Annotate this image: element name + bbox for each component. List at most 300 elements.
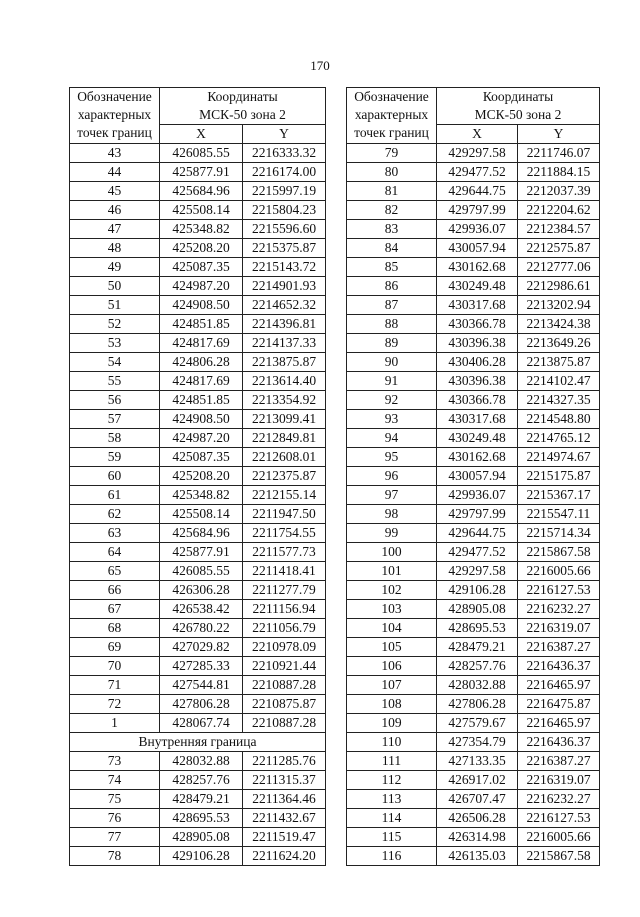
- y-coordinate-cell: 2216005.66: [518, 562, 600, 581]
- table-row: [347, 657, 600, 676]
- x-coordinate-cell: 424806.28: [160, 353, 243, 372]
- point-number-cell: 68: [70, 619, 160, 638]
- point-number-cell: 115: [347, 828, 437, 847]
- point-number-cell: 65: [70, 562, 160, 581]
- point-number-cell: 107: [347, 676, 437, 695]
- y-coordinate-cell: 2216174.00: [243, 163, 326, 182]
- y-coordinate-cell: 2214901.93: [243, 277, 326, 296]
- y-coordinate-cell: 2213875.87: [243, 353, 326, 372]
- x-coordinate-cell: 428905.08: [437, 600, 518, 619]
- table-row: [70, 220, 326, 239]
- coordinate-system-label: МСК-50 зона 2: [199, 107, 286, 122]
- point-number-cell: 102: [347, 581, 437, 600]
- point-number-cell: 75: [70, 790, 160, 809]
- table-row: [70, 372, 326, 391]
- point-number-cell: 48: [70, 239, 160, 258]
- header-label-line: характерных: [77, 107, 152, 122]
- y-coordinate-cell: 2213614.40: [243, 372, 326, 391]
- y-coordinate-cell: 2211364.46: [243, 790, 326, 809]
- point-number-cell: 63: [70, 524, 160, 543]
- x-coordinate-cell: 426085.55: [160, 562, 243, 581]
- table-row: [70, 391, 326, 410]
- y-coordinate-cell: 2216387.27: [518, 638, 600, 657]
- point-number-cell: 109: [347, 714, 437, 733]
- point-number-cell: 43: [70, 144, 160, 163]
- x-coordinate-cell: 426780.22: [160, 619, 243, 638]
- point-number-cell: 94: [347, 429, 437, 448]
- x-coordinate-cell: 424908.50: [160, 410, 243, 429]
- y-coordinate-cell: 2211277.79: [243, 581, 326, 600]
- table-row: [347, 638, 600, 657]
- x-coordinate-cell: 427806.28: [437, 695, 518, 714]
- table-row: [347, 809, 600, 828]
- y-coordinate-cell: 2211156.94: [243, 600, 326, 619]
- x-coordinate-cell: 430406.28: [437, 353, 518, 372]
- coordinates-header: [160, 88, 326, 125]
- x-coordinate-cell: 426538.42: [160, 600, 243, 619]
- header-label-line: характерных: [354, 107, 429, 122]
- y-coordinate-cell: 2215547.11: [518, 505, 600, 524]
- x-coordinate-cell: 426306.28: [160, 581, 243, 600]
- table-row: [70, 562, 326, 581]
- table-row: [70, 334, 326, 353]
- point-number-cell: 50: [70, 277, 160, 296]
- table-row: [70, 714, 326, 733]
- point-number-cell: 96: [347, 467, 437, 486]
- table-row: [70, 353, 326, 372]
- y-coordinate-cell: 2210887.28: [243, 676, 326, 695]
- y-coordinate-cell: 2215867.58: [518, 543, 600, 562]
- point-number-cell: 80: [347, 163, 437, 182]
- y-coordinate-cell: 2214102.47: [518, 372, 600, 391]
- point-number-cell: 116: [347, 847, 437, 866]
- y-coordinate-cell: 2211624.20: [243, 847, 326, 866]
- y-coordinate-cell: 2211315.37: [243, 771, 326, 790]
- y-coordinate-cell: 2214974.67: [518, 448, 600, 467]
- table-row: [70, 467, 326, 486]
- y-coordinate-cell: 2216436.37: [518, 733, 600, 752]
- y-coordinate-cell: 2211056.79: [243, 619, 326, 638]
- table-row: [70, 239, 326, 258]
- point-number-cell: 79: [347, 144, 437, 163]
- left-table-body: [70, 144, 326, 733]
- point-number-cell: 44: [70, 163, 160, 182]
- x-coordinate-cell: 430396.38: [437, 372, 518, 391]
- x-coordinate-cell: 428257.76: [160, 771, 243, 790]
- point-number-cell: 49: [70, 258, 160, 277]
- table-row: [347, 372, 600, 391]
- table-row: [347, 334, 600, 353]
- point-number-cell: 99: [347, 524, 437, 543]
- point-number-cell: 88: [347, 315, 437, 334]
- y-coordinate-cell: 2216127.53: [518, 809, 600, 828]
- x-coordinate-cell: 424817.69: [160, 372, 243, 391]
- y-coordinate-cell: 2212384.57: [518, 220, 600, 239]
- point-number-cell: 52: [70, 315, 160, 334]
- y-coordinate-cell: 2211947.50: [243, 505, 326, 524]
- point-number-cell: 105: [347, 638, 437, 657]
- point-number-cell: 112: [347, 771, 437, 790]
- y-coordinate-cell: 2212375.87: [243, 467, 326, 486]
- y-coordinate-cell: 2215143.72: [243, 258, 326, 277]
- x-coordinate-cell: 430366.78: [437, 391, 518, 410]
- point-number-cell: 100: [347, 543, 437, 562]
- x-coordinate-cell: 427285.33: [160, 657, 243, 676]
- coordinates-title: Координаты: [207, 89, 278, 104]
- x-coordinate-cell: 429477.52: [437, 163, 518, 182]
- x-coordinate-cell: 428695.53: [160, 809, 243, 828]
- x-coordinate-cell: 426917.02: [437, 771, 518, 790]
- y-coordinate-cell: 2216319.07: [518, 771, 600, 790]
- point-number-cell: 69: [70, 638, 160, 657]
- x-coordinate-cell: 428032.88: [160, 752, 243, 771]
- x-coordinate-cell: 428479.21: [437, 638, 518, 657]
- x-coordinate-cell: 430057.94: [437, 239, 518, 258]
- point-number-cell: 98: [347, 505, 437, 524]
- table-row: [347, 258, 600, 277]
- x-coordinate-cell: 429936.07: [437, 486, 518, 505]
- y-coordinate-cell: 2212037.39: [518, 182, 600, 201]
- x-coordinate-cell: 430317.68: [437, 296, 518, 315]
- point-number-cell: 74: [70, 771, 160, 790]
- x-coordinate-cell: 430317.68: [437, 410, 518, 429]
- point-number-cell: 76: [70, 809, 160, 828]
- x-coordinate-cell: 427544.81: [160, 676, 243, 695]
- point-number-cell: 53: [70, 334, 160, 353]
- x-coordinate-cell: 427579.67: [437, 714, 518, 733]
- point-number-cell: 95: [347, 448, 437, 467]
- y-coordinate-cell: 2215596.60: [243, 220, 326, 239]
- table-row: [70, 581, 326, 600]
- x-coordinate-cell: 429477.52: [437, 543, 518, 562]
- table-row: [347, 524, 600, 543]
- table-row: [347, 505, 600, 524]
- table-row: [347, 486, 600, 505]
- point-number-cell: 46: [70, 201, 160, 220]
- y-coordinate-cell: 2216232.27: [518, 790, 600, 809]
- x-coordinate-cell: 430162.68: [437, 448, 518, 467]
- y-coordinate-cell: 2212155.14: [243, 486, 326, 505]
- point-number-cell: 77: [70, 828, 160, 847]
- table-row: [70, 790, 326, 809]
- y-coordinate-cell: 2214548.80: [518, 410, 600, 429]
- y-coordinate-cell: 2212608.01: [243, 448, 326, 467]
- point-number-cell: 61: [70, 486, 160, 505]
- x-coordinate-cell: 425208.20: [160, 467, 243, 486]
- table-row: [347, 429, 600, 448]
- x-coordinate-cell: 426506.28: [437, 809, 518, 828]
- table-row: [70, 847, 326, 866]
- table-row: [70, 695, 326, 714]
- y-coordinate-cell: 2211519.47: [243, 828, 326, 847]
- x-coordinate-cell: 425877.91: [160, 163, 243, 182]
- x-coordinate-cell: 429644.75: [437, 524, 518, 543]
- point-number-cell: 58: [70, 429, 160, 448]
- y-coordinate-cell: 2215175.87: [518, 467, 600, 486]
- y-coordinate-cell: 2211884.15: [518, 163, 600, 182]
- x-coordinate-cell: 426135.03: [437, 847, 518, 866]
- point-number-cell: 111: [347, 752, 437, 771]
- section-row: [70, 733, 326, 752]
- point-number-cell: 70: [70, 657, 160, 676]
- y-coordinate-cell: 2211418.41: [243, 562, 326, 581]
- table-row: [70, 619, 326, 638]
- table-row: [347, 201, 600, 220]
- x-coordinate-cell: 427133.35: [437, 752, 518, 771]
- x-coordinate-cell: 430396.38: [437, 334, 518, 353]
- y-coordinate-cell: 2213202.94: [518, 296, 600, 315]
- table-row: [347, 315, 600, 334]
- table-row: [70, 277, 326, 296]
- x-coordinate-cell: 429106.28: [160, 847, 243, 866]
- x-column-header: X: [437, 125, 518, 144]
- y-coordinate-cell: 2215367.17: [518, 486, 600, 505]
- table-row: [70, 809, 326, 828]
- table-row: [347, 828, 600, 847]
- table-row: [70, 657, 326, 676]
- coordinates-table-left: [69, 87, 326, 866]
- x-coordinate-cell: 428905.08: [160, 828, 243, 847]
- y-coordinate-cell: 2216465.97: [518, 676, 600, 695]
- table-row: [347, 296, 600, 315]
- table-row: [70, 144, 326, 163]
- point-number-cell: 83: [347, 220, 437, 239]
- table-row: [347, 581, 600, 600]
- table-row: [347, 410, 600, 429]
- point-number-cell: 47: [70, 220, 160, 239]
- table-row: [70, 600, 326, 619]
- x-coordinate-cell: 425508.14: [160, 505, 243, 524]
- y-coordinate-cell: 2211285.76: [243, 752, 326, 771]
- table-row: [70, 429, 326, 448]
- y-coordinate-cell: 2211746.07: [518, 144, 600, 163]
- x-coordinate-cell: 427806.28: [160, 695, 243, 714]
- point-number-cell: 110: [347, 733, 437, 752]
- point-label-header: [70, 88, 160, 144]
- table-row: [70, 182, 326, 201]
- x-coordinate-cell: 425208.20: [160, 239, 243, 258]
- x-coordinate-cell: 429297.58: [437, 144, 518, 163]
- x-coordinate-cell: 424908.50: [160, 296, 243, 315]
- x-coordinate-cell: 429936.07: [437, 220, 518, 239]
- x-coordinate-cell: 427029.82: [160, 638, 243, 657]
- table-row: [70, 410, 326, 429]
- y-coordinate-cell: 2214327.35: [518, 391, 600, 410]
- x-coordinate-cell: 426314.98: [437, 828, 518, 847]
- table-row: [347, 562, 600, 581]
- point-number-cell: 103: [347, 600, 437, 619]
- y-coordinate-cell: 2211577.73: [243, 543, 326, 562]
- y-coordinate-cell: 2213099.41: [243, 410, 326, 429]
- header-label-line: Обозначение: [77, 89, 152, 104]
- point-number-cell: 72: [70, 695, 160, 714]
- section-title: Внутренняя граница: [70, 733, 326, 752]
- y-coordinate-cell: 2214396.81: [243, 315, 326, 334]
- point-number-cell: 113: [347, 790, 437, 809]
- point-number-cell: 81: [347, 182, 437, 201]
- y-coordinate-cell: 2216465.97: [518, 714, 600, 733]
- y-coordinate-cell: 2212204.62: [518, 201, 600, 220]
- point-number-cell: 114: [347, 809, 437, 828]
- point-number-cell: 78: [70, 847, 160, 866]
- x-coordinate-cell: 428695.53: [437, 619, 518, 638]
- point-number-cell: 90: [347, 353, 437, 372]
- x-coordinate-cell: 425508.14: [160, 201, 243, 220]
- y-coordinate-cell: 2215714.34: [518, 524, 600, 543]
- coordinate-system-label: МСК-50 зона 2: [474, 107, 562, 122]
- x-coordinate-cell: 425087.35: [160, 258, 243, 277]
- y-coordinate-cell: 2216333.32: [243, 144, 326, 163]
- point-number-cell: 106: [347, 657, 437, 676]
- point-number-cell: 45: [70, 182, 160, 201]
- x-coordinate-cell: 428067.74: [160, 714, 243, 733]
- x-coordinate-cell: 424851.85: [160, 315, 243, 334]
- point-number-cell: 91: [347, 372, 437, 391]
- table-row: [347, 182, 600, 201]
- x-coordinate-cell: 429297.58: [437, 562, 518, 581]
- point-number-cell: 89: [347, 334, 437, 353]
- table-row: [70, 163, 326, 182]
- table-row: [347, 353, 600, 372]
- x-coordinate-cell: 424987.20: [160, 429, 243, 448]
- point-number-cell: 85: [347, 258, 437, 277]
- x-coordinate-cell: 429106.28: [437, 581, 518, 600]
- x-coordinate-cell: 425877.91: [160, 543, 243, 562]
- point-number-cell: 60: [70, 467, 160, 486]
- point-number-cell: 57: [70, 410, 160, 429]
- table-row: [347, 220, 600, 239]
- table-row: [347, 163, 600, 182]
- x-coordinate-cell: 425348.82: [160, 486, 243, 505]
- point-number-cell: 82: [347, 201, 437, 220]
- x-coordinate-cell: 430249.48: [437, 277, 518, 296]
- x-coordinate-cell: 425684.96: [160, 182, 243, 201]
- x-coordinate-cell: 426085.55: [160, 144, 243, 163]
- header-label-line: точек границ: [354, 125, 429, 140]
- x-coordinate-cell: 429797.99: [437, 201, 518, 220]
- table-row: [70, 676, 326, 695]
- x-coordinate-cell: 427354.79: [437, 733, 518, 752]
- table-row: [70, 505, 326, 524]
- y-coordinate-cell: 2215804.23: [243, 201, 326, 220]
- table-row: [70, 524, 326, 543]
- table-row: [70, 296, 326, 315]
- point-number-cell: 55: [70, 372, 160, 391]
- x-coordinate-cell: 430366.78: [437, 315, 518, 334]
- x-coordinate-cell: 430162.68: [437, 258, 518, 277]
- x-coordinate-cell: 429644.75: [437, 182, 518, 201]
- y-coordinate-cell: 2210978.09: [243, 638, 326, 657]
- y-coordinate-cell: 2211754.55: [243, 524, 326, 543]
- table-row: [347, 277, 600, 296]
- y-coordinate-cell: 2215997.19: [243, 182, 326, 201]
- table-row: [70, 752, 326, 771]
- y-coordinate-cell: 2214137.33: [243, 334, 326, 353]
- x-coordinate-cell: 430057.94: [437, 467, 518, 486]
- table-row: [347, 771, 600, 790]
- point-number-cell: 97: [347, 486, 437, 505]
- point-number-cell: 1: [70, 714, 160, 733]
- table-row: [347, 391, 600, 410]
- y-coordinate-cell: 2214652.32: [243, 296, 326, 315]
- x-coordinate-cell: 428257.76: [437, 657, 518, 676]
- table-row: [347, 239, 600, 258]
- y-coordinate-cell: 2215375.87: [243, 239, 326, 258]
- table-row: [347, 543, 600, 562]
- point-number-cell: 66: [70, 581, 160, 600]
- header-label-line: точек границ: [77, 125, 152, 140]
- header-label-line: Обозначение: [354, 89, 429, 104]
- y-coordinate-cell: 2216475.87: [518, 695, 600, 714]
- y-coordinate-cell: 2213354.92: [243, 391, 326, 410]
- point-number-cell: 59: [70, 448, 160, 467]
- table-row: [347, 144, 600, 163]
- x-coordinate-cell: 424851.85: [160, 391, 243, 410]
- y-coordinate-cell: 2214765.12: [518, 429, 600, 448]
- y-coordinate-cell: 2216387.27: [518, 752, 600, 771]
- table-row: [70, 258, 326, 277]
- x-column-header: X: [160, 125, 243, 144]
- table-row: [70, 543, 326, 562]
- y-coordinate-cell: 2210887.28: [243, 714, 326, 733]
- y-coordinate-cell: 2212777.06: [518, 258, 600, 277]
- y-coordinate-cell: 2213875.87: [518, 353, 600, 372]
- point-number-cell: 84: [347, 239, 437, 258]
- table-row: [347, 733, 600, 752]
- point-number-cell: 87: [347, 296, 437, 315]
- y-coordinate-cell: 2212849.81: [243, 429, 326, 448]
- point-number-cell: 51: [70, 296, 160, 315]
- x-coordinate-cell: 424987.20: [160, 277, 243, 296]
- x-coordinate-cell: 430249.48: [437, 429, 518, 448]
- y-coordinate-cell: 2212986.61: [518, 277, 600, 296]
- point-number-cell: 108: [347, 695, 437, 714]
- coordinates-table-right: [346, 87, 600, 866]
- y-coordinate-cell: 2216319.07: [518, 619, 600, 638]
- point-number-cell: 67: [70, 600, 160, 619]
- point-number-cell: 92: [347, 391, 437, 410]
- table-row: [70, 771, 326, 790]
- point-label-header: [347, 88, 437, 144]
- y-coordinate-cell: 2211432.67: [243, 809, 326, 828]
- table-row: [347, 467, 600, 486]
- point-number-cell: 86: [347, 277, 437, 296]
- table-row: [347, 619, 600, 638]
- point-number-cell: 56: [70, 391, 160, 410]
- y-column-header: Y: [243, 125, 326, 144]
- table-row: [70, 486, 326, 505]
- table-row: [347, 676, 600, 695]
- x-coordinate-cell: 428479.21: [160, 790, 243, 809]
- table-row: [347, 695, 600, 714]
- point-number-cell: 101: [347, 562, 437, 581]
- right-table-body: [347, 144, 600, 866]
- y-coordinate-cell: 2213424.38: [518, 315, 600, 334]
- y-coordinate-cell: 2213649.26: [518, 334, 600, 353]
- x-coordinate-cell: 426707.47: [437, 790, 518, 809]
- point-number-cell: 93: [347, 410, 437, 429]
- coordinates-title: Координаты: [482, 89, 554, 104]
- table-row: [347, 448, 600, 467]
- x-coordinate-cell: 429797.99: [437, 505, 518, 524]
- point-number-cell: 64: [70, 543, 160, 562]
- x-coordinate-cell: 424817.69: [160, 334, 243, 353]
- y-column-header: Y: [518, 125, 600, 144]
- y-coordinate-cell: 2216436.37: [518, 657, 600, 676]
- table-row: [70, 638, 326, 657]
- x-coordinate-cell: 428032.88: [437, 676, 518, 695]
- page-number: 170: [310, 58, 330, 73]
